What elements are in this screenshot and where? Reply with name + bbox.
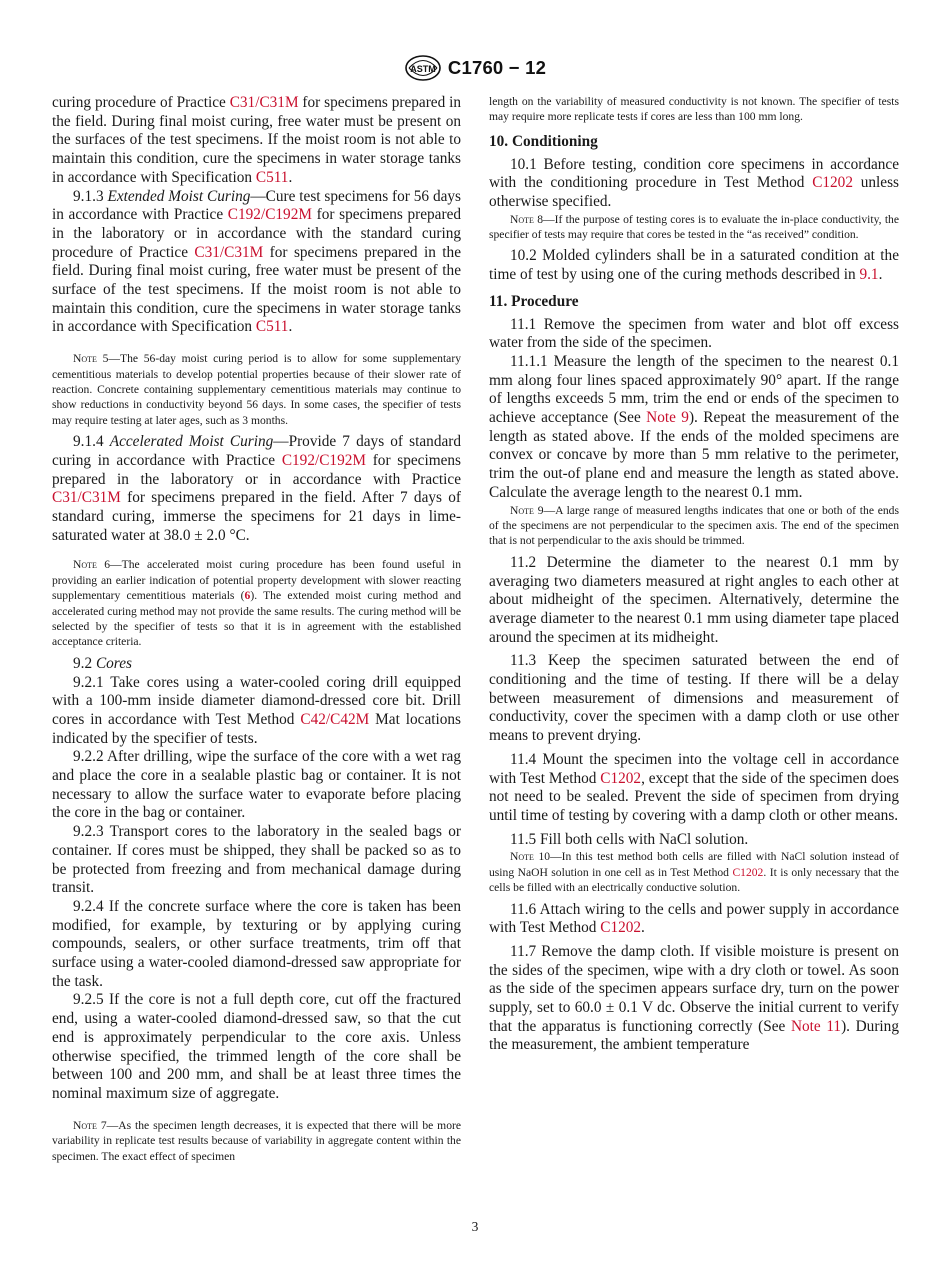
left-column [52,94,461,1164]
page-number: 3 [471,1219,479,1234]
ref-link-9-1[interactable]: 9.1 [859,266,879,284]
ref-link-note-11[interactable]: Note 11 [790,1017,842,1035]
note-7-continued: length on the variability of measured conductivity is not known. The specifier of tests may require more replicate tests if cores are less than 100 mm long. [489,95,899,124]
paragraph-9-2-3: 9.2.3 Transport cores to the laboratory in the sealed bags or container. If cores must be shipped, they shall be packed so as to be protected from freezing and from mechanical damage during transit. [52,823,461,897]
paragraph-10-1: 10.1 Before testing, condition core specimens in accordance with the conditioning procedure in Test Method C1202 unless otherwise specified. [489,155,899,210]
paragraph-11-1-1: 11.1.1 Measure the length of the specimen to the nearest 0.1 mm along four lines spaced approximately 90° apart. If the range of lengths exceeds 5 mm, trim the end or ends of the specimen to achieve acceptance (See Note 9). Repeat the measurement of the length as stated above. If the ends of the molded specimens are convex or concave by more than 5 mm relative to the perimeter, trim the out-of plane end and measure the length as stated above. Calculate the average length to the nearest 0.1 mm. [489,352,899,501]
ref-link-c511[interactable]: C511 [255,168,289,186]
paragraph-9-2-4: 9.2.4 If the concrete surface where the core is taken has been modified, for example, by texturing or by applying curing compounds, sealers, or other surface treatments, trim off that surface using a water-cooled diamond-dressed saw appropriate for the task. [52,897,461,990]
paragraph-11-7: 11.7 Remove the damp cloth. If visible moisture is present on the sides of the specimen, wipe with a dry cloth or towel. As soon as the side of the specimen appears surface dry, turn on the power supply, set to 60.0 ± 0.1 V dc. Observe the initial current to verify that the apparatus is functioning correctly (See Note 11). During the measurement, the ambient temperature [489,942,899,1054]
page-header [0,55,950,85]
ref-link-c1202[interactable]: C1202 [600,769,642,787]
ref-link-c42[interactable]: C42/C42M [300,710,370,728]
paragraph-10-2: 10.2 Molded cylinders shall be in a saturated condition at the time of test by using one of the curing methods described in 9.1. [489,247,899,284]
astm-logo-icon [404,55,442,81]
right-column [489,94,899,1055]
ref-link-c1202[interactable]: C1202 [812,174,853,192]
paragraph-11-3: 11.3 Keep the specimen saturated between the end of conditioning and the time of testing. If there will be a delay between measurement of dimensions and measurement of conductivity, cover the specimen with a damp cloth or use other means to prevent drying. [489,652,899,745]
ref-link-c31[interactable]: C31/C31M [194,243,264,261]
paragraph-9-2-2: 9.2.2 After drilling, wipe the surface of the core with a wet rag and place the core in a sealable plastic bag or container. It is not necessary to allow the surface water to evaporate before placing the core in the bag or container. [52,748,461,822]
note-6: Note 6—The accelerated moist curing procedure has been found useful in providing an earlier indication of potential property development with slower reacting supplementary cementitious materials (6). The extended moist curing method and accelerated curing method may not provide the same results. The curing method will be selected by the specifier of tests so that it is in agreement with the established acceptance criteria. [52,558,462,649]
paragraph-9-2: 9.2 Cores [73,654,132,672]
section-heading-11: 11. Procedure [489,292,579,310]
note-8: Note 8—If the purpose of testing cores is to evaluate the in-place conductivity, the specifier of tests may require that cores be tested in the “as received” condition. [489,212,899,242]
note-9: Note 9—A large range of measured lengths indicates that one or both of the ends of the specimens are not perpendicular to the specimen axis. The end of the specimen that is not perpendicular to the axis should be trimmed. [489,503,899,548]
note-5: Note 5—The 56-day moist curing period is to allow for some supplementary cementitious materials to develop potential properties because of their slower rate of reaction. Concrete containing supplementary cementitious materials may continue to show reductions in conductivity beyond 56 days. In some cases, the specifier of tests may require testing at later ages, such as 3 months. [52,352,461,427]
paragraph-9-1-4: 9.1.4 Accelerated Moist Curing—Provide 7 days of standard curing in accordance with Practice C192/C192M for specimens prepared in the laboratory or in accordance with Practice C31/C31M for specimens prepared in the field. After 7 days of standard curing, immerse the specimens for 21 days in lime-saturated water at 38.0 ± 2.0 °C. [52,433,461,544]
ref-link-note-9[interactable]: Note 9 [646,409,689,427]
ref-link-c1202[interactable]: C1202 [732,865,764,879]
ref-link-c31[interactable]: C31/C31M [229,94,299,111]
ref-link-c192[interactable]: C192/C192M [281,451,366,469]
standard-designation: C1760 − 12 [447,57,547,78]
ref-link-6[interactable]: 6 [244,589,251,603]
paragraph-11-4: 11.4 Mount the specimen into the voltage cell in accordance with Test Method C1202, except that the side of the specimen does not need to be sealed. Prevent the side of specimen from drying until time of testing by covering with a damp cloth or other means. [489,750,899,824]
ref-link-c31[interactable]: C31/C31M [52,489,121,507]
paragraph-9-1-2-cont: curing procedure of Practice C31/C31M for specimens prepared in the field. During final moist curing, free water must be present on the surfaces of the test specimens. If the moist room is not able to maintain this condition, cure the specimens in water storage tanks in accordance with Specification C511. [52,94,461,186]
paragraph-11-2: 11.2 Determine the diameter to the nearest 0.1 mm by averaging two diameters measured at right angles to each other at about midheight of the specimen. Alternatively, determine the average diameter to the nearest 0.1 mm using diameter tape placed around the specimen at its midheight. [489,553,899,646]
svg-text:ASTM: ASTM [410,64,436,74]
ref-link-c192[interactable]: C192/C192M [227,206,312,224]
ref-link-c1202[interactable]: C1202 [600,919,642,937]
paragraph-9-1-3: 9.1.3 Extended Moist Curing—Cure test specimens for 56 days in accordance with Practice C192/C192M for specimens prepared in the laboratory or in accordance with the standard curing procedure of Practice C31/C31M for specimens prepared in the field. During final moist curing, free water must be present of the surface of the test specimens. If the moist room is not able to maintain this condition, cure the specimens in water storage tanks in accordance with Specification C511. [52,187,462,336]
note-10: Note 10—In this test method both cells are filled with NaCl solution instead of using NaOH solution in one cell as in Test Method C1202. It is only necessary that the cells be filled with an electrically conductive solution. [489,850,899,895]
paragraph-11-5: 11.5 Fill both cells with NaCl solution. [510,830,749,848]
section-heading-10: 10. Conditioning [489,132,598,150]
note-7: Note 7—As the specimen length decreases, it is expected that there will be more variability in replicate test results because of variability in aggregate content within the specimen. The exact effect of specimen [52,1118,461,1163]
ref-link-c511[interactable]: C511 [255,318,289,336]
paragraph-9-2-1: 9.2.1 Take cores using a water-cooled coring drill equipped with a 100-mm inside diameter diamond-dressed core bit. Drill cores in accordance with Test Method C42/C42M Mat locations indicated by the specifier of tests. [52,673,461,747]
paragraph-11-1: 11.1 Remove the specimen from water and blot off excess water from the side of the specimen. [489,315,899,352]
paragraph-9-2-5: 9.2.5 If the core is not a full depth core, cut off the fractured end, using a water-cooled diamond-dressed saw, so that the cut end is approximately perpendicular to the core axis. Unless otherwise specified, the trimmed length of the core shall be between 100 and 200 mm, and shall be at least three times the nominal maximum size of aggregate. [52,991,461,1102]
paragraph-11-6: 11.6 Attach wiring to the cells and power supply in accordance with Test Method C1202. [489,900,899,937]
